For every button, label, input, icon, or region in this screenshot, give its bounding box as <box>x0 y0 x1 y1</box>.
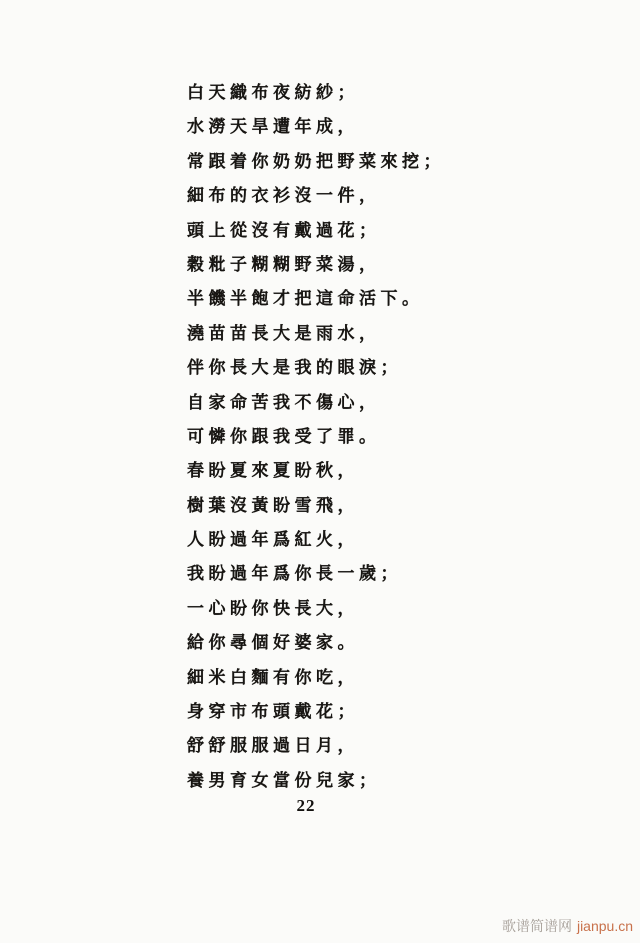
poem-line: 伴你長大是我的眼淚； <box>187 358 402 378</box>
poem-line: 舒舒服服過日月， <box>187 736 359 756</box>
poem-line: 白天織布夜紡紗； <box>187 83 359 102</box>
poem-line: 養男育女當份兒家； <box>187 770 381 790</box>
poem-line: 可憐你跟我受了罪。 <box>187 426 381 446</box>
poem-line: 給你尋個好婆家。 <box>187 633 359 653</box>
watermark <box>502 917 633 935</box>
poem-line: 穀粃子糊糊野菜湯， <box>187 254 381 274</box>
poem-line: 常跟着你奶奶把野菜來挖； <box>187 151 445 171</box>
poem-line: 春盼夏來夏盼秋， <box>187 461 359 481</box>
poem-line: 自家命苦我不傷心， <box>187 392 381 412</box>
poem-line: 頭上從沒有戴過花； <box>187 220 381 240</box>
poem-line: 一心盼你快長大， <box>187 598 359 618</box>
poem-line: 半饑半飽才把這命活下。 <box>187 289 424 309</box>
poem-line: 人盼過年爲紅火， <box>187 530 359 550</box>
watermark-site-name: 歌谱简谱网 <box>501 918 572 934</box>
poem-line: 細米白麵有你吃， <box>187 667 359 687</box>
poem-line: 水澇天旱遭年成， <box>187 117 359 137</box>
poem-line: 澆苗苗長大是雨水， <box>187 323 381 343</box>
watermark-site-url: jianpu.cn <box>576 918 633 934</box>
poem-line: 身穿市布頭戴花； <box>187 702 359 722</box>
page-number: 22 <box>296 796 316 815</box>
poem-line: 我盼過年爲你長一歲； <box>187 564 402 584</box>
poem-line: 細布的衣衫沒一件， <box>187 186 381 206</box>
poem-text-block <box>187 76 445 798</box>
poem-line: 樹葉沒黃盼雪飛， <box>187 495 359 515</box>
